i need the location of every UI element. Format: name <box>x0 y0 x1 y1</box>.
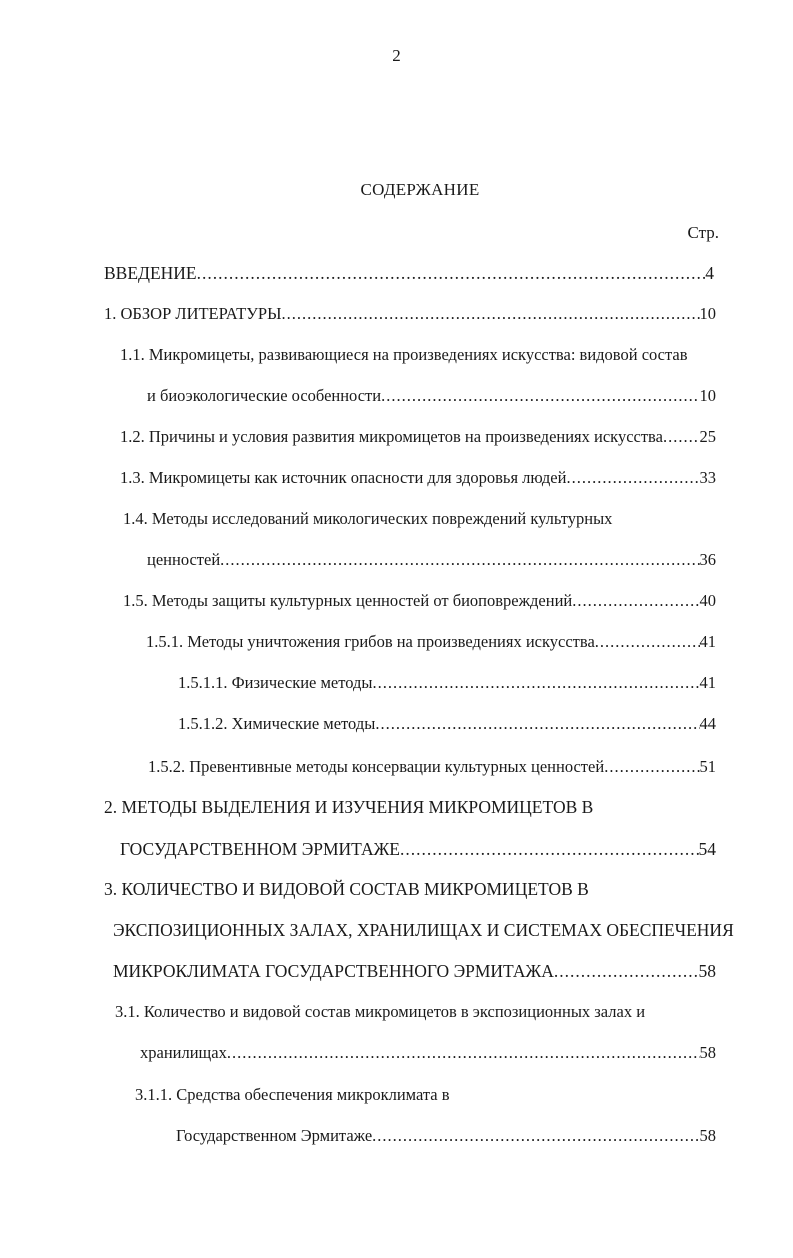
toc-leader-dots <box>381 385 699 407</box>
toc-entry-page: 54 <box>698 839 716 859</box>
toc-entry-1-1-line-1[interactable] <box>120 344 720 366</box>
toc-entry-page: 51 <box>699 757 716 776</box>
toc-entry-chapter-1[interactable] <box>104 303 716 325</box>
toc-entry-page: 4 <box>705 263 714 283</box>
toc-entry-text: 1.5.1. Методы уничтожения грибов на произведениях искусства <box>146 632 595 651</box>
toc-entry-page: 10 <box>699 386 716 405</box>
toc-entry-1-4-line-1[interactable] <box>123 508 713 530</box>
toc-entry-page: 44 <box>699 714 716 733</box>
toc-entry-text: ценностей <box>147 550 221 569</box>
toc-entry-1-5-2[interactable] <box>148 756 716 778</box>
toc-entry-page: 41 <box>699 673 716 692</box>
toc-leader-dots <box>375 713 699 735</box>
toc-entry-page: 58 <box>699 1126 716 1145</box>
toc-entry-text: 1.5.1.2. Химические методы <box>178 714 376 733</box>
toc-entry-3-1-line-2[interactable] <box>140 1042 716 1064</box>
toc-entry-chapter-2-line-1[interactable] <box>104 796 716 818</box>
toc-leader-dots <box>566 467 699 489</box>
toc-leader-dots <box>197 262 706 284</box>
page-column-label: Стр. <box>687 223 719 242</box>
toc-leader-dots <box>400 838 699 860</box>
toc-entry-3-1-line-1[interactable] <box>115 1001 715 1023</box>
toc-entry-text: 3.1. Количество и видовой состав микромицетов в экспозиционных залах и <box>115 1002 646 1021</box>
toc-entry-text: Государственном Эрмитаже <box>176 1126 373 1145</box>
toc-entry-page: 58 <box>699 1043 716 1062</box>
toc-leader-dots <box>604 756 699 778</box>
toc-entry-1-1-line-2[interactable] <box>147 385 716 407</box>
toc-entry-page: 41 <box>699 632 716 651</box>
toc-leader-dots <box>373 672 700 694</box>
toc-entry-text: 1.2. Причины и условия развития микромицетов на произведениях искусства <box>120 427 663 446</box>
toc-leader-dots <box>572 590 699 612</box>
toc-entry-1-5-1-1[interactable] <box>178 672 716 694</box>
toc-entry-page: 10 <box>699 304 716 323</box>
toc-entry-text: ГОСУДАРСТВЕННОМ ЭРМИТАЖЕ <box>120 839 400 859</box>
toc-entry-text: 1.1. Микромицеты, развивающиеся на произведениях искусства: видовой состав <box>120 345 688 364</box>
toc-entry-text: и биоэкологические особенности <box>147 386 382 405</box>
toc-entry-chapter-3-line-3[interactable] <box>113 960 716 982</box>
page-number: 2 <box>392 46 401 65</box>
toc-entry-chapter-3-line-1[interactable] <box>104 878 716 900</box>
toc-leader-dots <box>282 303 700 325</box>
toc-entry-chapter-2-line-2[interactable] <box>120 838 716 860</box>
toc-title: СОДЕРЖАНИЕ <box>360 180 480 199</box>
toc-entry-page: 33 <box>699 468 716 487</box>
toc-leader-dots <box>663 426 700 448</box>
toc-leader-dots <box>554 960 699 982</box>
toc-entry-text: ЭКСПОЗИЦИОННЫХ ЗАЛАХ, ХРАНИЛИЩАХ И СИСТЕМАХ ОБЕСПЕЧЕНИЯ <box>113 920 734 940</box>
toc-entry-text: 3. КОЛИЧЕСТВО И ВИДОВОЙ СОСТАВ МИКРОМИЦЕТОВ В <box>104 879 589 899</box>
toc-entry-introduction[interactable] <box>104 262 714 284</box>
toc-entry-page: 36 <box>699 550 716 569</box>
toc-entry-3-1-1-line-1[interactable] <box>135 1084 695 1106</box>
toc-entry-1-5-1-2[interactable] <box>178 713 716 735</box>
toc-entry-3-1-1-line-2[interactable] <box>176 1125 716 1147</box>
toc-leader-dots <box>595 631 700 653</box>
toc-entry-text: 2. МЕТОДЫ ВЫДЕЛЕНИЯ И ИЗУЧЕНИЯ МИКРОМИЦЕТОВ В <box>104 797 594 817</box>
toc-entry-1-5-1[interactable] <box>146 631 716 653</box>
toc-entry-text: 1.5.1.1. Физические методы <box>178 673 373 692</box>
toc-entry-text: 3.1.1. Средства обеспечения микроклимата в <box>135 1085 450 1104</box>
toc-entry-text: 1. ОБЗОР ЛИТЕРАТУРЫ <box>104 304 282 323</box>
toc-entry-1-2[interactable] <box>120 426 716 448</box>
toc-entry-1-3[interactable] <box>120 467 716 489</box>
toc-entry-text: МИКРОКЛИМАТА ГОСУДАРСТВЕННОГО ЭРМИТАЖА <box>113 961 554 981</box>
toc-entry-page: 40 <box>699 591 716 610</box>
toc-entry-text: 1.5.2. Превентивные методы консервации культурных ценностей <box>148 757 605 776</box>
toc-entry-text: 1.3. Микромицеты как источник опасности для здоровья людей <box>120 468 567 487</box>
toc-entry-1-5[interactable] <box>123 590 716 612</box>
toc-leader-dots <box>227 1042 700 1064</box>
toc-entry-1-4-line-2[interactable] <box>147 549 716 571</box>
toc-entry-text: 1.5. Методы защиты культурных ценностей от биоповреждений <box>123 591 573 610</box>
toc-entry-page: 25 <box>699 427 716 446</box>
toc-entry-text: ВВЕДЕНИЕ <box>104 263 197 283</box>
toc-entry-chapter-3-line-2[interactable] <box>113 919 734 941</box>
toc-entry-text: хранилищах <box>140 1043 227 1062</box>
toc-leader-dots <box>372 1125 699 1147</box>
toc-entry-text: 1.4. Методы исследований микологических повреждений культурных <box>123 509 613 528</box>
toc-leader-dots <box>220 549 699 571</box>
toc-entry-page: 58 <box>698 961 716 981</box>
